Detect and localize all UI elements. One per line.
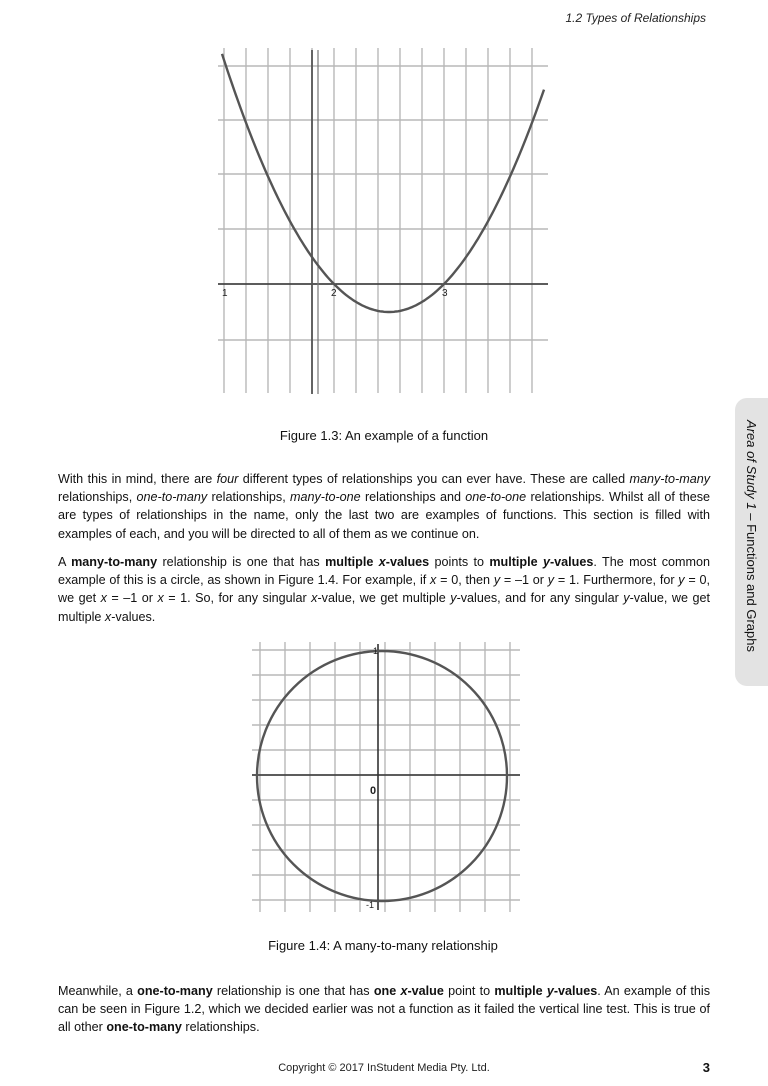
bottom-label: -1 xyxy=(366,900,375,910)
parabola-curve xyxy=(222,54,544,312)
unit-circle xyxy=(257,651,507,901)
origin-label: 0 xyxy=(370,785,377,797)
paragraph-one-to-many: Meanwhile, a one-to-many relationship is one that has one x-value point to multiple y-values. An example of this can be seen in Figure 1.2, which we decided earlier was not a function as it failed the vertical line test. This is true of all other one-to-many relationships. xyxy=(58,984,711,1035)
chapter-side-tab xyxy=(735,398,768,686)
side-tab-label: Area of Study 1 – Functions and Graphs xyxy=(744,420,759,652)
copyright-footer: Copyright © 2017 InStudent Media Pty. Ltd. xyxy=(278,1062,490,1074)
paragraph-types-of-relationships: With this in mind, there are four different types of relationships you can ever have. These are called many-to-many relationships, one-to-many relationships, many-to-one relationships and one-to-one relationships. Whilst all of these are types of relationships in the name, only the last two are examples of functions. This section is filled with examples of each, and you will be directed to all of them as we continue on. xyxy=(58,472,711,541)
tick-label-2: 2 xyxy=(331,288,337,299)
page-number: 3 xyxy=(702,1060,710,1075)
paragraph-many-to-many: A many-to-many relationship is one that has multiple x-values points to multiple y-values. The most common example of this is a circle, as shown in Figure 1.4. For example, if x = 0, then y = –1 or y = 1. Furthermore, for y = 0, we get x = –1 or x = 1. So, for any singular x-value, we get multiple y-values, and for any singular y-value, we get multiple x-values. xyxy=(58,555,711,624)
figure-parabola xyxy=(218,48,548,398)
tick-label-1: 1 xyxy=(222,288,228,299)
parabola-graph xyxy=(218,48,548,398)
figure-circle xyxy=(252,642,520,912)
figure-1-3-caption: Figure 1.3: An example of a function xyxy=(279,428,489,443)
tick-label-3: 3 xyxy=(442,288,448,299)
top-label: 1 xyxy=(373,646,379,656)
figure-1-4-caption: Figure 1.4: A many-to-many relationship xyxy=(268,938,498,953)
running-header: 1.2 Types of Relationships xyxy=(565,11,706,25)
circle-graph xyxy=(252,642,520,912)
